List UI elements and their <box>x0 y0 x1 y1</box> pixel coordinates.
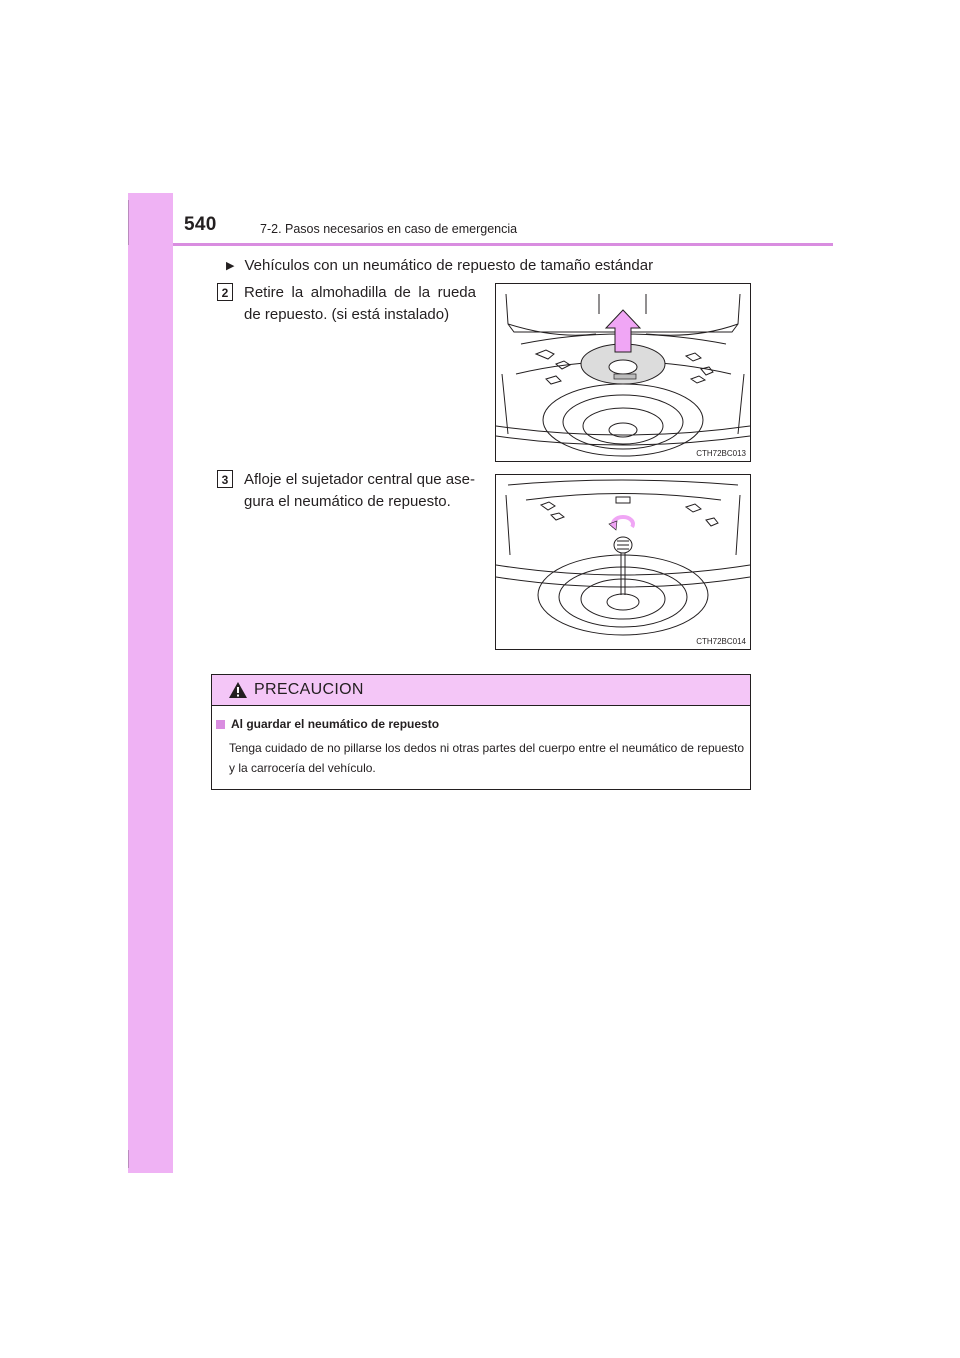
caution-header <box>212 675 750 706</box>
header-rule <box>173 243 833 246</box>
section-title: 7-2. Pasos necesarios en caso de emergencia <box>260 222 518 236</box>
step-3-line-2: gura el neumático de repuesto. <box>244 493 451 510</box>
caution-subheading <box>216 717 439 731</box>
intro-bullet <box>226 257 653 274</box>
figure-code: CTH72BC014 <box>696 637 746 646</box>
trunk-spare-fastener-illustration <box>496 475 750 649</box>
crop-mark <box>128 1150 129 1168</box>
step-2-text: Retire la almohadilla de la rueda de repuesto. (si está instalado) <box>244 284 476 323</box>
warning-triangle-icon <box>228 681 248 699</box>
triangle-bullet-icon: ▶ <box>226 260 235 272</box>
caution-title: PRECAUCION <box>254 681 364 698</box>
figure-code: CTH72BC013 <box>696 449 746 458</box>
square-bullet-icon <box>216 720 225 729</box>
page-number: 540 <box>184 214 217 235</box>
figure-loosen-center-fastener <box>495 474 751 650</box>
chapter-sidebar-tab <box>128 193 173 1173</box>
trunk-spare-pad-illustration <box>496 284 750 461</box>
step-number-3: 3 <box>217 470 233 488</box>
step-3-text <box>244 469 476 513</box>
caution-box <box>211 674 751 790</box>
intro-bullet-text: Vehículos con un neumático de repuesto de tamaño estándar <box>244 257 654 274</box>
crop-mark <box>128 200 129 245</box>
figure-remove-spare-tire-pad <box>495 283 751 462</box>
step-number-2: 2 <box>217 283 233 301</box>
caution-body: Tenga cuidado de no pillarse los dedos ni otras partes del cuerpo entre el neumático de repuesto y la carrocería del vehículo. <box>229 741 744 775</box>
step-3-line-1: Afloje el sujetador central que ase- <box>244 471 475 488</box>
caution-subheading-text: Al guardar el neumático de repuesto <box>231 717 440 731</box>
